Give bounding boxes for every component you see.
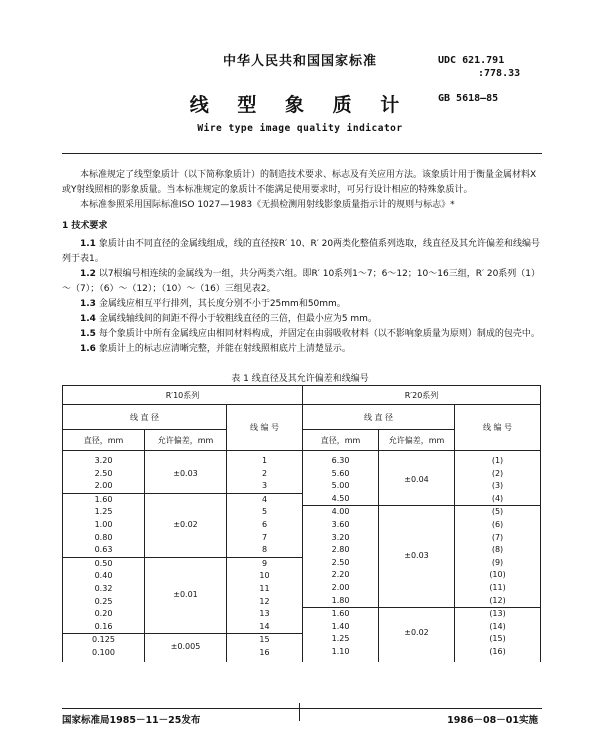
r10-diameter-value: 0.63 [94, 545, 113, 555]
r20-wire-number-value: (15) [489, 634, 506, 644]
r20-number-group [455, 607, 540, 658]
clause-1-5 [62, 327, 544, 342]
clause-number: 1.1 [80, 239, 96, 249]
clause-text: 象质计上的标志应清晰完整，并能在射线照相底片上清楚显示。 [98, 344, 351, 354]
r10-tolerance-group [145, 557, 226, 634]
r20-tolerance-group [379, 505, 454, 607]
r20-diameter-value: 2.80 [331, 545, 350, 555]
gb-number: GB 5618—85 [438, 93, 499, 104]
r10-diameter-value: 0.20 [94, 609, 113, 619]
r10-wire-number-value: 2 [261, 468, 268, 478]
r20-tolerance-value: ±0.03 [404, 551, 429, 561]
r10-wire-number-value: 7 [261, 532, 268, 542]
r20-wire-number-value: (16) [489, 646, 506, 656]
r20-wire-number-value: (11) [489, 582, 506, 592]
clause-number: 1.3 [80, 299, 96, 309]
r20-wire-number-value: (10) [489, 570, 506, 580]
document-title-en: Wire type image quality indicator [197, 123, 403, 134]
r20-diameter-value: 3.20 [331, 532, 350, 542]
r20-diameter-value: 3.60 [331, 519, 350, 529]
r10-tolerance-value: ±0.03 [173, 468, 198, 478]
r20-wire-number-value: (4) [491, 493, 504, 503]
r20-diameter-value: 4.50 [331, 493, 350, 503]
r10-tolerance-col-header: 允许偏差，mm [145, 430, 227, 451]
r10-number-column [227, 451, 303, 662]
r20-diameter-value: 4.00 [331, 507, 350, 517]
r10-number-group [227, 493, 302, 557]
r10-wire-number-value: 6 [261, 519, 268, 529]
clause-text: 象质计由不同直径的金属线组成，线的直径按R′ 10、R′ 20两类化整值系列选取，线直径及其允许偏差和线编号列于表1。 [62, 239, 541, 264]
r20-wire-number-value: (13) [489, 609, 506, 619]
clause-text: 每个象质计中所有金属线应由相同材料构成，并固定在由弱吸收材料（以不影响象质量为原则）制成的包壳中。 [98, 329, 540, 339]
r20-tolerance-group [379, 607, 454, 658]
r10-diameter-value: 2.50 [94, 468, 113, 478]
header-divider [62, 153, 542, 154]
r10-diameter-value: 1.00 [94, 519, 113, 529]
r10-diameter-value: 0.80 [94, 532, 113, 542]
r10-number-group [227, 633, 302, 659]
intro-paragraph-2: 本标准参照采用国际标准ISO 1027—1983《无损检测用射线影象质量指示计的规则与标志》* [80, 200, 455, 210]
r10-tolerance-value: ±0.01 [173, 590, 198, 600]
r20-wire-number-value: (8) [491, 545, 504, 555]
r20-diameter-value: 1.60 [331, 609, 350, 619]
clause-1-6 [62, 342, 544, 357]
r20-diameter-col-header: 直径，mm [303, 430, 379, 451]
r10-wire-number-value: 10 [259, 571, 270, 581]
r20-tolerance-value: ±0.02 [404, 628, 429, 638]
r20-diameter-value: 1.40 [331, 621, 350, 631]
r20-series-header: R′20系列 [303, 386, 541, 405]
r20-wire-number-value: (7) [491, 532, 504, 542]
r20-wire-diameter-header: 线 直 径 [303, 405, 455, 430]
table-caption: 表 1 线直径及其允许偏差和线编号 [231, 374, 369, 384]
r10-wire-number-value: 15 [259, 635, 270, 645]
r10-wire-number-value: 8 [261, 545, 268, 555]
clause-text: 以7根编号相连续的金属线为一组，共分两类六组。即R′ 10系列1～7；6～12；10～16三组，R′ 20系列（1）～（7）；（6）～（12）；（10）～（16）三组见表2。 [62, 269, 541, 294]
r20-diameter-value: 5.00 [331, 481, 350, 491]
r20-number-group [455, 455, 540, 505]
r10-tolerance-group [145, 493, 226, 557]
body-text [62, 168, 544, 357]
wire-spec-table [62, 385, 541, 662]
r10-diameter-value: 0.32 [94, 583, 113, 593]
r20-diameter-value: 1.80 [331, 595, 350, 605]
r20-wire-number-value: (14) [489, 621, 506, 631]
r10-diameter-value: 0.16 [94, 621, 113, 631]
intro-paragraph-1: 本标准规定了线型象质计（以下简称象质计）的制造技术要求、标志及有关应用方法。该象质计用于衡量金属材料X或Y射线照相的影象质量。当本标准规定的象质计不能满足使用要求时，可另行设计相应的特殊象质计。 [62, 170, 537, 195]
r20-diameter-value: 2.20 [331, 570, 350, 580]
r20-wire-number-value: (1) [491, 456, 504, 465]
r20-wire-number-value: (9) [491, 557, 504, 567]
r10-diameter-value: 2.00 [94, 481, 113, 491]
r10-diameter-col-header: 直径，mm [63, 430, 145, 451]
r20-tolerance-group [379, 455, 454, 505]
r20-diameter-value: 1.10 [331, 646, 350, 656]
clause-1-4 [62, 312, 544, 327]
r20-diameter-group [303, 455, 378, 505]
issuing-authority: 中华人民共和国国家标准 [222, 54, 377, 69]
r10-number-group [227, 455, 302, 493]
r10-diameter-group [63, 557, 144, 634]
r20-diameter-value: 6.30 [331, 456, 350, 465]
r10-wire-number-header: 线 编 号 [227, 405, 303, 451]
r20-number-group [455, 505, 540, 607]
r20-number-column [455, 451, 541, 662]
r10-diameter-value: 0.25 [94, 596, 113, 606]
r20-wire-number-value: (2) [491, 468, 504, 478]
clause-text: 金属线应相互平行排列，其长度分别不小于25mm和50mm。 [98, 299, 346, 309]
r20-diameter-value: 2.50 [331, 557, 350, 567]
clause-number: 1.6 [80, 344, 96, 354]
r10-wire-number-value: 14 [259, 621, 270, 631]
r10-wire-number-value: 12 [259, 596, 270, 606]
r10-tolerance-column [145, 451, 227, 662]
r20-tolerance-col-header: 允许偏差，mm [379, 430, 455, 451]
r10-wire-number-value: 16 [259, 647, 270, 657]
r10-wire-number-value: 11 [259, 583, 270, 593]
udc-line-1: UDC 621.791 [438, 55, 505, 66]
r10-diameter-group [63, 633, 144, 659]
table-body-row [63, 451, 541, 662]
r10-diameter-value: 0.100 [92, 647, 115, 657]
r10-diameter-value: 3.20 [94, 456, 113, 465]
r20-diameter-value: 5.60 [331, 468, 350, 478]
r10-diameter-group [63, 455, 144, 493]
r20-wire-number-value: (6) [491, 519, 504, 529]
r10-diameter-value: 1.25 [94, 507, 113, 517]
clause-number: 1.2 [80, 269, 96, 279]
r20-diameter-group [303, 607, 378, 658]
r20-diameter-value: 1.25 [331, 634, 350, 644]
r20-diameter-value: 2.00 [331, 582, 350, 592]
r20-wire-number-header: 线 编 号 [455, 405, 541, 451]
table-header-row-2 [63, 405, 541, 430]
udc-code [438, 54, 520, 80]
r10-wire-number-value: 4 [261, 494, 268, 504]
footer-divider [62, 708, 542, 709]
clause-number: 1.4 [80, 314, 96, 324]
r10-diameter-value: 0.40 [94, 571, 113, 581]
clause-1-3 [62, 297, 544, 312]
r10-tolerance-value: ±0.005 [170, 641, 201, 651]
r10-diameter-column [63, 451, 145, 662]
section-heading-1: 1 技术要求 [62, 221, 108, 231]
r10-diameter-group [63, 493, 144, 557]
r10-number-group [227, 557, 302, 634]
r10-wire-number-value: 1 [261, 456, 268, 465]
document-title-cn: 线 型 象 质 计 [189, 94, 411, 116]
r20-diameter-group [303, 505, 378, 607]
r20-wire-number-value: (12) [489, 595, 506, 605]
issue-date: 国家标准局1985－11－25发布 [62, 715, 201, 726]
r10-tolerance-group [145, 633, 226, 659]
r10-wire-number-value: 5 [261, 507, 268, 517]
r10-tolerance-group [145, 455, 226, 493]
r10-wire-diameter-header: 线 直 径 [63, 405, 227, 430]
r10-tolerance-value: ±0.02 [173, 520, 198, 529]
table-header-row-1 [63, 386, 541, 405]
r20-wire-number-value: (5) [491, 507, 504, 517]
r10-wire-number-value: 3 [261, 481, 268, 491]
r10-wire-number-value: 13 [259, 609, 270, 619]
r10-series-header: R′10系列 [63, 386, 303, 405]
r10-diameter-value: 0.50 [94, 558, 113, 568]
clause-1-2 [62, 267, 544, 297]
clause-1-1 [62, 237, 544, 267]
clause-number: 1.5 [80, 329, 96, 339]
r10-diameter-value: 1.60 [94, 494, 113, 504]
r20-wire-number-value: (3) [491, 481, 504, 491]
r20-diameter-column [303, 451, 379, 662]
footer-separator [299, 703, 300, 721]
r10-wire-number-value: 9 [261, 558, 268, 568]
udc-line-2: :778.33 [478, 68, 521, 79]
r10-diameter-value: 0.125 [92, 635, 115, 645]
clause-text: 金属线轴线间的间距不得小于较粗线直径的三倍，但最小应为5 mm。 [98, 314, 377, 324]
r20-tolerance-column [379, 451, 455, 662]
r20-tolerance-value: ±0.04 [404, 474, 429, 484]
effective-date: 1986－08－01实施 [447, 715, 538, 726]
